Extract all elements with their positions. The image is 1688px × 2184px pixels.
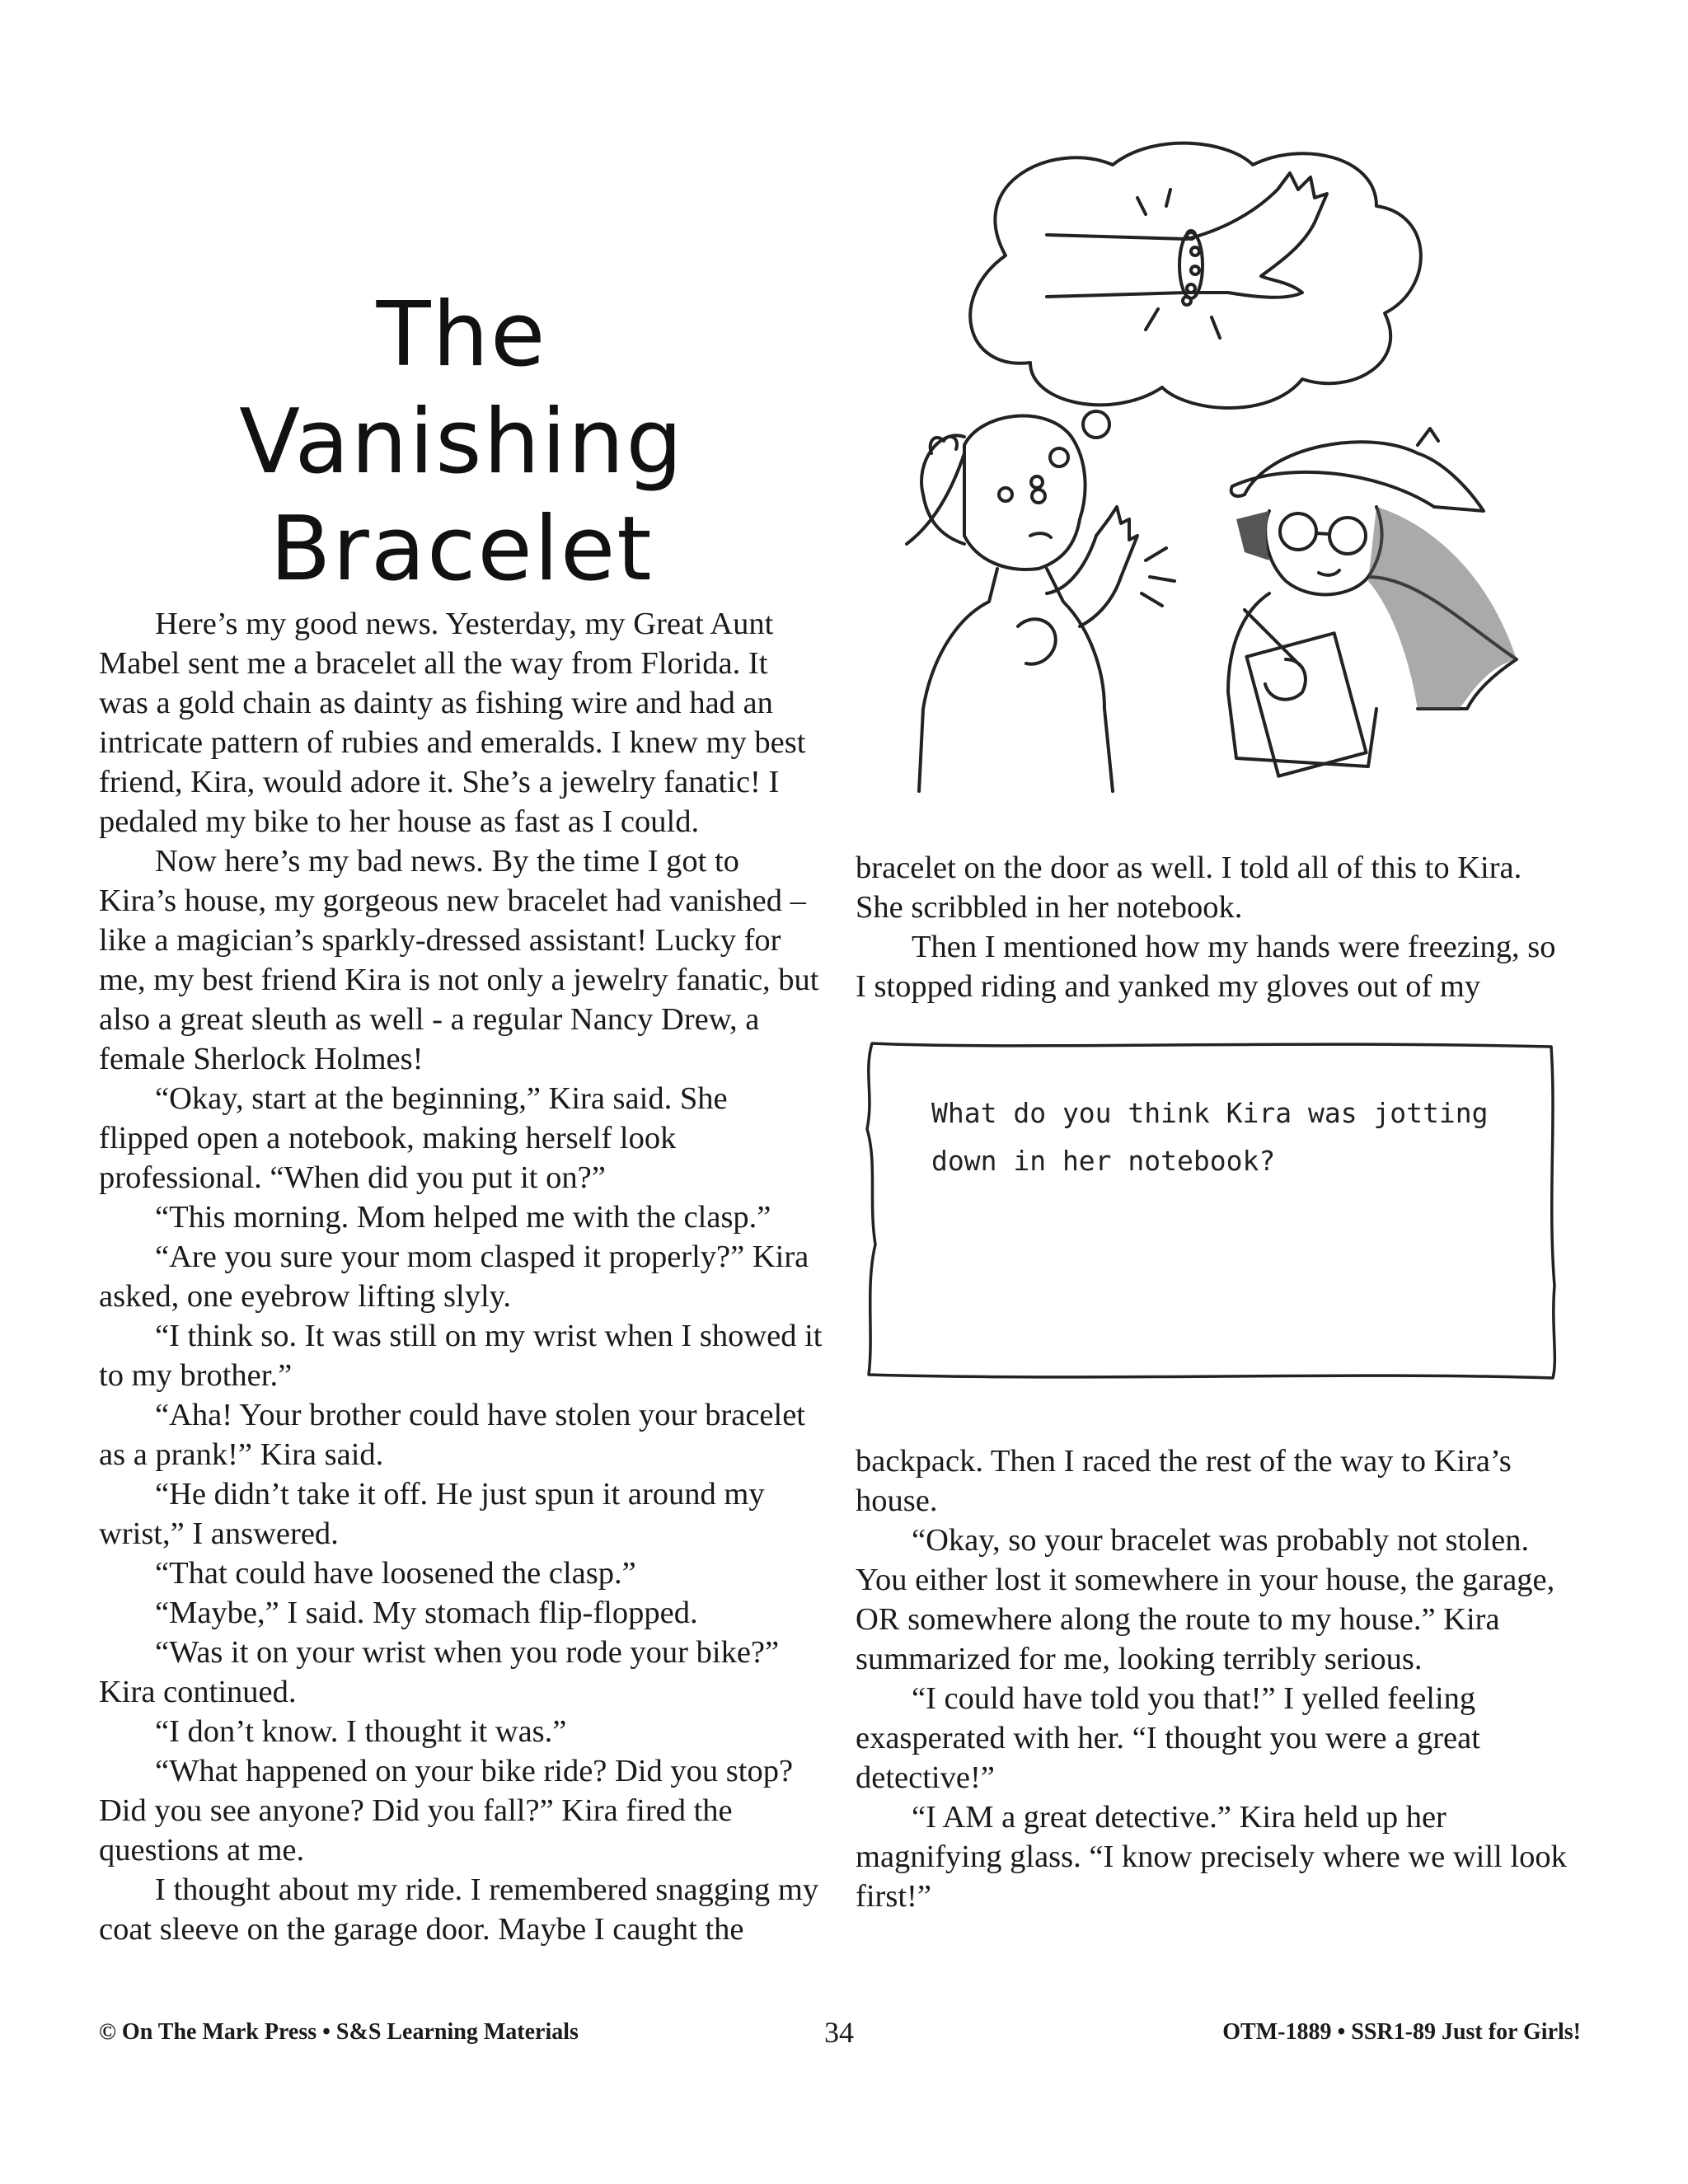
- question-prompt: What do you think Kira was jotting down in her notebook?: [931, 1097, 1489, 1177]
- paragraph: “Okay, start at the beginning,” Kira said. She flipped open a notebook, making herself look professional. “When did you put it on?”: [99, 1081, 728, 1195]
- footer-catalog: OTM-1889 • SSR1-89 Just for Girls!: [1222, 2019, 1581, 2045]
- paragraph: “He didn’t take it off. He just spun it around my wrist,” I answered.: [99, 1477, 765, 1551]
- paragraph: Here’s my good news. Yesterday, my Great Aunt Mabel sent me a bracelet all the way from Florida. It was a gold chain as dainty as fishing wire and had an intricate pattern of rubies and emeralds. I knew my best friend, Kira, would adore it. She’s a jewelry fanatic! I pedaled my bike to her house as fast as I could.: [99, 607, 806, 839]
- paragraph: “Okay, so your bracelet was probably not stolen. You either lost it somewhere in your house, the garage, OR somewhere along the route to my house.” Kira summarized for me, looking terribly serious.: [856, 1523, 1555, 1676]
- paragraph: bracelet on the door as well. I told all of this to Kira. She scribbled in her notebook.: [856, 851, 1522, 925]
- story-title: [190, 282, 734, 603]
- title-line-2: Bracelet: [270, 498, 654, 602]
- right-column-top: [856, 848, 1573, 1006]
- paragraph: I thought about my ride. I remembered snagging my coat sleeve on the garage door. Maybe I caught the: [99, 1872, 819, 1947]
- paragraph: Now here’s my bad news. By the time I got to Kira’s house, my gorgeous new bracelet had vanished – like a magician’s sparkly-dressed assistant! Lucky for me, my best friend Kira is not only a jewelry fanatic, but also a great sleuth as well - a regular Nancy Drew, a female Sherlock Holmes!: [99, 844, 819, 1076]
- paragraph: “Are you sure your mom clasped it properly?” Kira asked, one eyebrow lifting slyly.: [99, 1240, 809, 1314]
- paragraph: Then I mentioned how my hands were freezing, so I stopped riding and yanked my gloves out of my: [856, 930, 1556, 1004]
- paragraph: “Aha! Your brother could have stolen your bracelet as a prank!” Kira said.: [99, 1398, 806, 1472]
- paragraph: “Was it on your wrist when you rode your bike?” Kira continued.: [99, 1635, 780, 1709]
- paragraph: backpack. Then I raced the rest of the way to Kira’s house.: [856, 1444, 1512, 1518]
- left-column: [99, 604, 824, 1949]
- story-illustration: [841, 132, 1582, 824]
- footer-publisher: © On The Mark Press • S&S Learning Materials: [99, 2019, 579, 2045]
- page-number: 34: [824, 2016, 854, 2049]
- right-column-bottom: [856, 1441, 1573, 1916]
- paragraph: “I could have told you that!” I yelled feeling exasperated with her. “I thought you were a great detective!”: [856, 1681, 1480, 1795]
- paragraph: “I AM a great detective.” Kira held up her magnifying glass. “I know precisely where we will look first!”: [856, 1800, 1567, 1914]
- paragraph: “I think so. It was still on my wrist when I showed it to my brother.”: [99, 1319, 823, 1393]
- paragraph: “Maybe,” I said. My stomach flip-flopped.: [155, 1596, 698, 1630]
- paragraph: “What happened on your bike ride? Did you stop? Did you see anyone? Did you fall?” Kira fired the questions at me.: [99, 1754, 794, 1868]
- paragraph: “This morning. Mom helped me with the clasp.”: [155, 1200, 771, 1235]
- paragraph: “That could have loosened the clasp.”: [155, 1556, 636, 1591]
- title-line-1: The Vanishing: [239, 284, 684, 494]
- illustration-svg: [841, 132, 1582, 824]
- question-box[interactable]: [857, 1038, 1566, 1385]
- paragraph: “I don’t know. I thought it was.”: [155, 1714, 567, 1749]
